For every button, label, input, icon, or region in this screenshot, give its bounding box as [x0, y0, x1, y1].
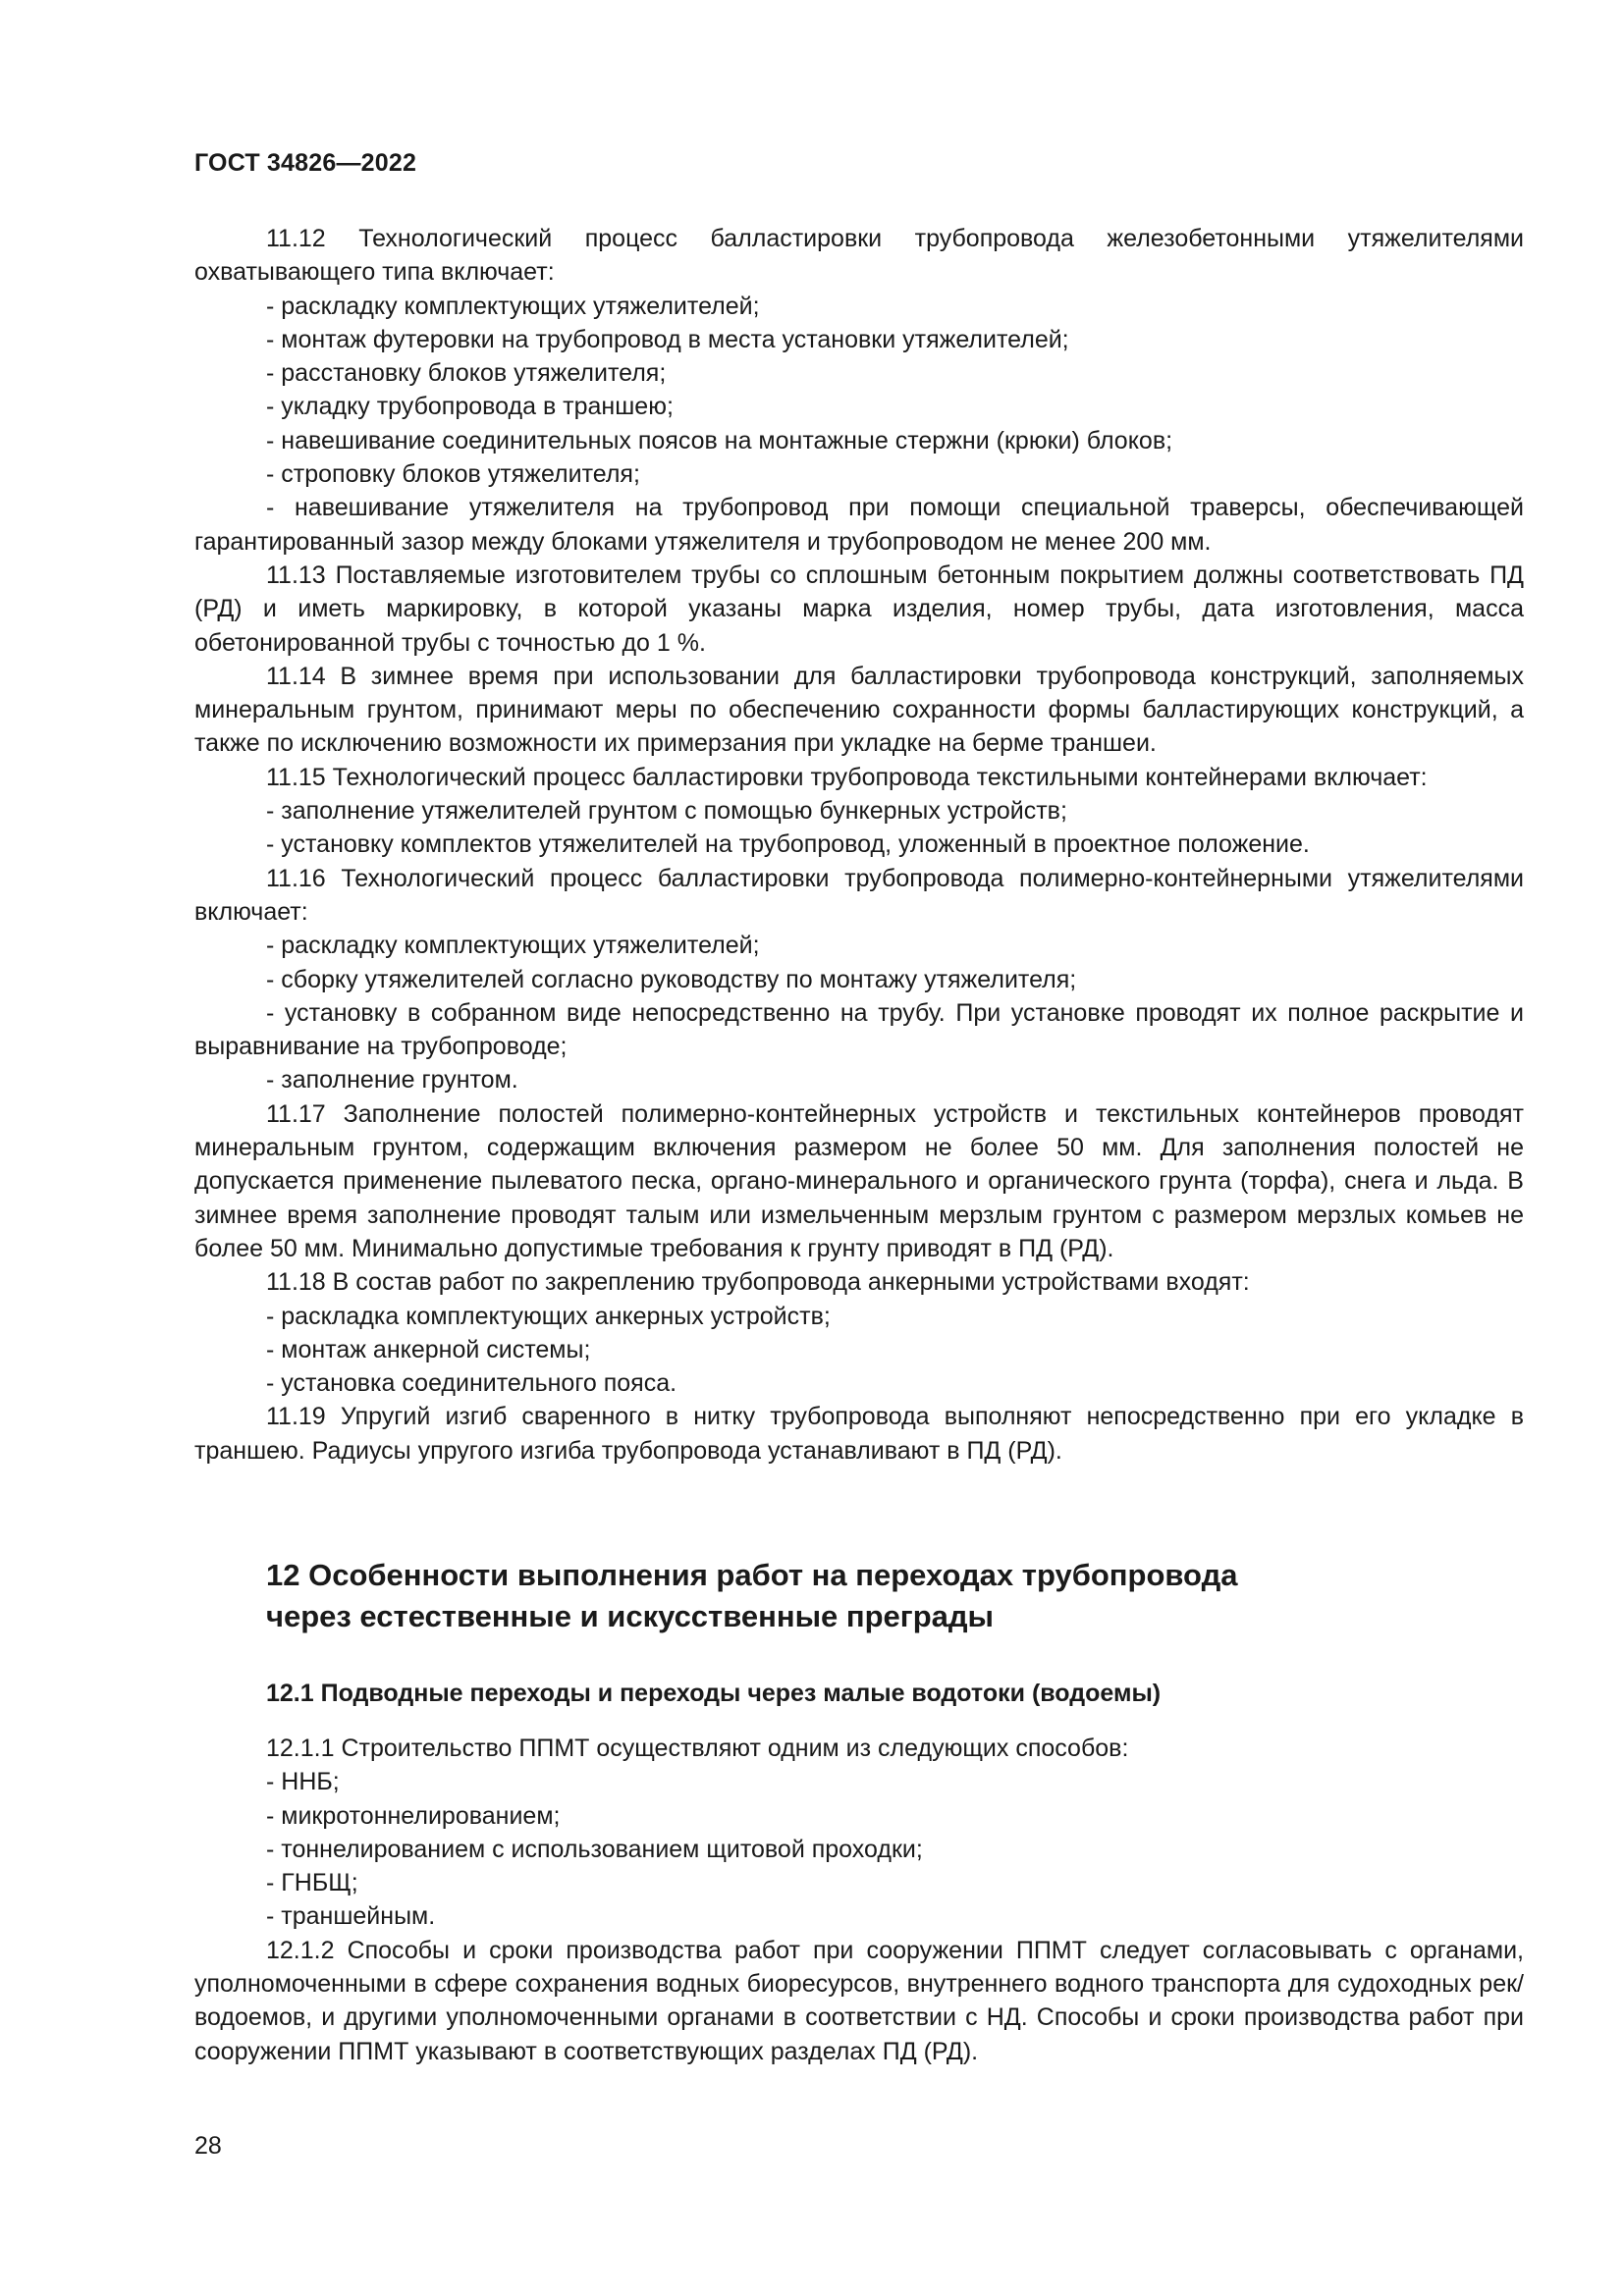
list-item: - укладку трубопровода в траншею; — [266, 393, 674, 421]
list-item: - сборку утяжелителей согласно руководству по монтажу утяжелителя; — [266, 965, 1077, 993]
list-item: - заполнение утяжелителей грунтом с помощью бункерных устройств; — [266, 797, 1067, 826]
section-11-body — [194, 222, 1524, 1468]
paragraph-11-15: 11.15 Технологический процесс балластировки трубопровода текстильными контейнерами включает: — [266, 763, 1428, 791]
list-item: - заполнение грунтом. — [266, 1066, 518, 1095]
section-12-title-line-2: через естественные и искусственные преграды — [266, 1599, 995, 1633]
paragraph-11-16: 11.16 Технологический процесс балластировки трубопровода полимерно-контейнерными утяжелителями включает: — [194, 864, 1524, 926]
document-code-header: ГОСТ 34826—2022 — [194, 149, 417, 177]
list-item: - раскладку комплектующих утяжелителей; — [266, 292, 760, 320]
paragraph-11-13: 11.13 Поставляемые изготовителем трубы со сплошным бетонным покрытием должны соответствовать ПД (РД) и иметь маркировку, в которой указаны марка изделия, номер трубы, дата изготовления, масса обетонированной трубы с точностью до 1 %. — [194, 561, 1524, 657]
list-item: - монтаж футеровки на трубопровод в места установки утяжелителей; — [266, 325, 1069, 353]
page-number: 28 — [194, 2132, 222, 2160]
list-item-wrapped: - установку в собранном виде непосредственно на трубу. При установке проводят их полное раскрытие и выравнивание на трубопроводе; — [194, 998, 1524, 1061]
list-item: - микротоннелированием; — [266, 1801, 561, 1830]
paragraph-11-18: 11.18 В состав работ по закреплению трубопровода анкерными устройствами входят: — [266, 1268, 1250, 1297]
paragraph-11-19: 11.19 Упругий изгиб сваренного в нитку трубопровода выполняют непосредственно при его укладке в траншею. Радиусы упругого изгиба трубопровода устанавливают в ПД (РД). — [194, 1403, 1524, 1465]
list-item: - ННБ; — [266, 1768, 340, 1796]
section-12-title-line-1: 12 Особенности выполнения работ на переходах трубопровода — [266, 1558, 1238, 1592]
list-item: - монтаж анкерной системы; — [266, 1335, 591, 1363]
list-item: - строповку блоков утяжелителя; — [266, 460, 640, 489]
section-12-title — [266, 1555, 1523, 1637]
section-12-body — [194, 1732, 1524, 2068]
list-item: - навешивание соединительных поясов на монтажные стержни (крюки) блоков; — [266, 426, 1173, 454]
paragraph-11-12: 11.12 Технологический процесс балластировки трубопровода железобетонными утяжелителями охватывающего типа включает: — [194, 225, 1524, 287]
list-item: - раскладку комплектующих утяжелителей; — [266, 932, 760, 960]
list-item-wrapped: - навешивание утяжелителя на трубопровод при помощи специальной траверсы, обеспечивающей гарантированный зазор между блоками утяжелителя и трубопроводом не менее 200 мм. — [194, 494, 1524, 556]
list-item: - установку комплектов утяжелителей на трубопровод, уложенный в проектное положение. — [266, 830, 1310, 859]
paragraph-12-1-2: 12.1.2 Способы и сроки производства работ при сооружении ППМТ следует согласовывать с органами, уполномоченными в сфере сохранения водных биоресурсов, внутреннего водного транспорта для судоходных рек/водоемов, и другими уполномоченными органами в соответствии с НД. Способы и сроки производства работ при сооружении ППМТ указывают в соответствующих разделах ПД (РД). — [194, 1936, 1524, 2065]
list-item: - ГНБЩ; — [266, 1869, 358, 1897]
list-item: - траншейным. — [266, 1902, 436, 1931]
subsection-12-1-title: 12.1 Подводные переходы и переходы через малые водотоки (водоемы) — [266, 1680, 1162, 1707]
paragraph-12-1-1: 12.1.1 Строительство ППМТ осуществляют одним из следующих способов: — [266, 1735, 1129, 1762]
list-item: - тоннелированием с использованием щитовой проходки; — [266, 1835, 923, 1863]
list-item: - установка соединительного пояса. — [266, 1369, 677, 1398]
list-item: - расстановку блоков утяжелителя; — [266, 359, 667, 388]
paragraph-11-14: 11.14 В зимнее время при использовании для балластировки трубопровода конструкций, заполняемых минеральным грунтом, принимают меры по обеспечению сохранности формы балластирующих конструкций, а также по исключению возможности их примерзания при укладке на берме траншеи. — [194, 662, 1524, 758]
paragraph-11-17: 11.17 Заполнение полостей полимерно-контейнерных устройств и текстильных контейнеров проводят минеральным грунтом, содержащим включения размером не более 50 мм. Для заполнения полостей не допускается применение пылеватого песка, органо-минерального и органического грунта (торфа), снега и льда. В зимнее время заполнение проводят талым или измельченным мерзлым грунтом с размером мерзлых комьев не более 50 мм. Минимально допустимые требования к грунту приводят в ПД (РД). — [194, 1099, 1524, 1262]
list-item: - раскладка комплектующих анкерных устройств; — [266, 1302, 831, 1330]
